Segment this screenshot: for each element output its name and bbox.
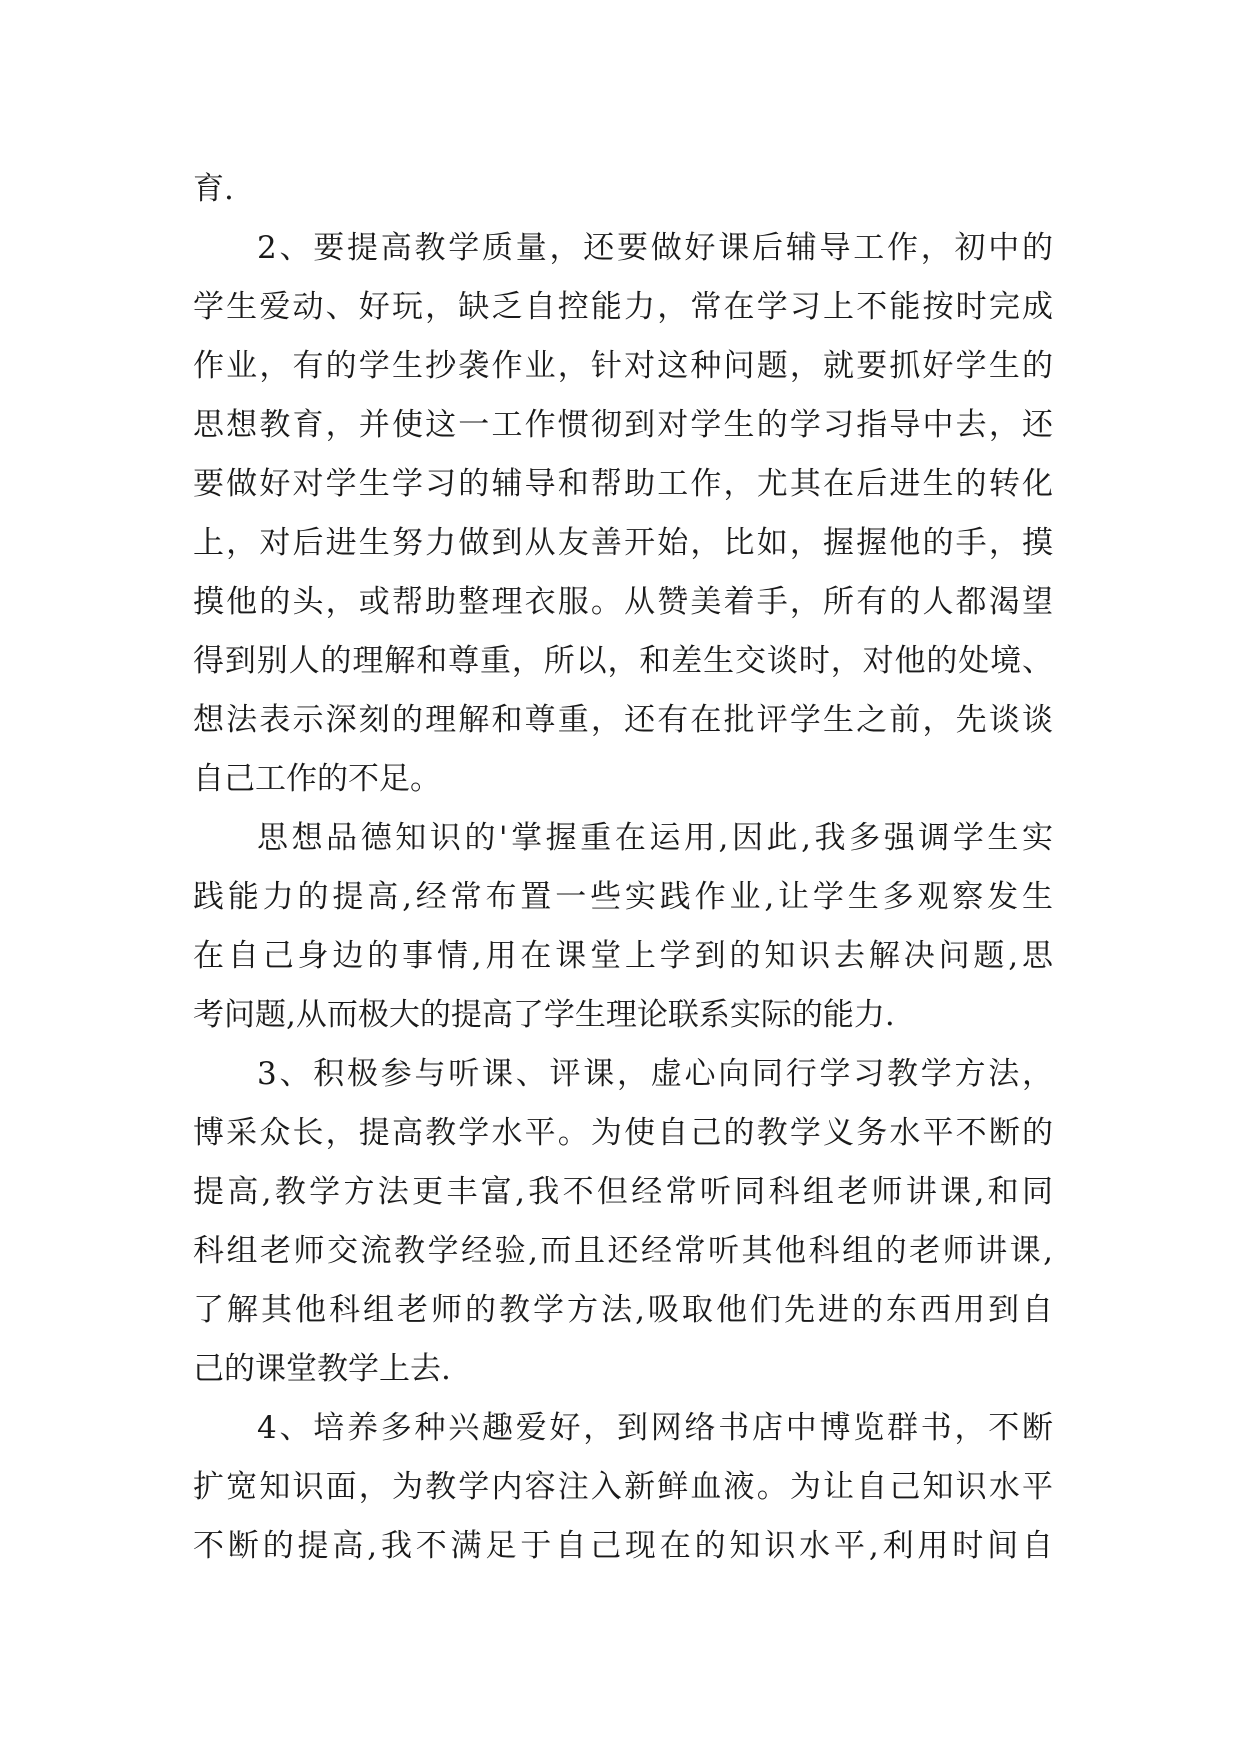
text-line: 己的课堂教学上去. bbox=[193, 1351, 451, 1387]
paragraph-first-line: 3、积极参与听课、评课，虚心向同行学习教学方法， bbox=[257, 1056, 1053, 1092]
text-line: 摸他的头，或帮助整理衣服。从赞美着手，所有的人都渴望 bbox=[193, 584, 1053, 620]
text-line: 想法表示深刻的理解和尊重，还有在批评学生之前，先谈谈 bbox=[193, 702, 1053, 738]
text-line: 了解其他科组老师的教学方法,吸取他们先进的东西用到自 bbox=[193, 1292, 1053, 1328]
text-line: 得到别人的理解和尊重，所以，和差生交谈时，对他的处境、 bbox=[193, 643, 1053, 679]
text-line: 在自己身边的事情,用在课堂上学到的知识去解决问题,思 bbox=[193, 938, 1053, 974]
text-line: 践能力的提高,经常布置一些实践作业,让学生多观察发生 bbox=[193, 879, 1053, 915]
text-line: 扩宽知识面，为教学内容注入新鲜血液。为让自己知识水平 bbox=[193, 1469, 1053, 1505]
text-line: 思想教育，并使这一工作惯彻到对学生的学习指导中去，还 bbox=[193, 407, 1053, 443]
text-line: 不断的提高,我不满足于自己现在的知识水平,利用时间自 bbox=[193, 1528, 1053, 1564]
paragraph-first-line: 2、要提高教学质量，还要做好课后辅导工作，初中的 bbox=[257, 230, 1053, 266]
text-line: 作业，有的学生抄袭作业，针对这种问题，就要抓好学生的 bbox=[193, 348, 1053, 384]
text-line: 学生爱动、好玩，缺乏自控能力，常在学习上不能按时完成 bbox=[193, 289, 1053, 325]
paragraph-first-line: 思想品德知识的'掌握重在运用,因此,我多强调学生实 bbox=[257, 820, 1053, 856]
text-line: 要做好对学生学习的辅导和帮助工作，尤其在后进生的转化 bbox=[193, 466, 1053, 502]
text-line: 科组老师交流教学经验,而且还经常听其他科组的老师讲课, bbox=[193, 1233, 1053, 1269]
text-line: 上，对后进生努力做到从友善开始，比如，握握他的手，摸 bbox=[193, 525, 1053, 561]
text-line: 考问题,从而极大的提高了学生理论联系实际的能力. bbox=[193, 997, 895, 1033]
paragraph-first-line: 4、培养多种兴趣爱好，到网络书店中博览群书，不断 bbox=[257, 1410, 1053, 1446]
text-line: 自己工作的不足。 bbox=[193, 761, 441, 797]
text-line: 育. bbox=[193, 171, 234, 207]
text-line: 提高,教学方法更丰富,我不但经常听同科组老师讲课,和同 bbox=[193, 1174, 1053, 1210]
text-line: 博采众长，提高教学水平。为使自己的教学义务水平不断的 bbox=[193, 1115, 1053, 1151]
body-text bbox=[193, 160, 1053, 1576]
